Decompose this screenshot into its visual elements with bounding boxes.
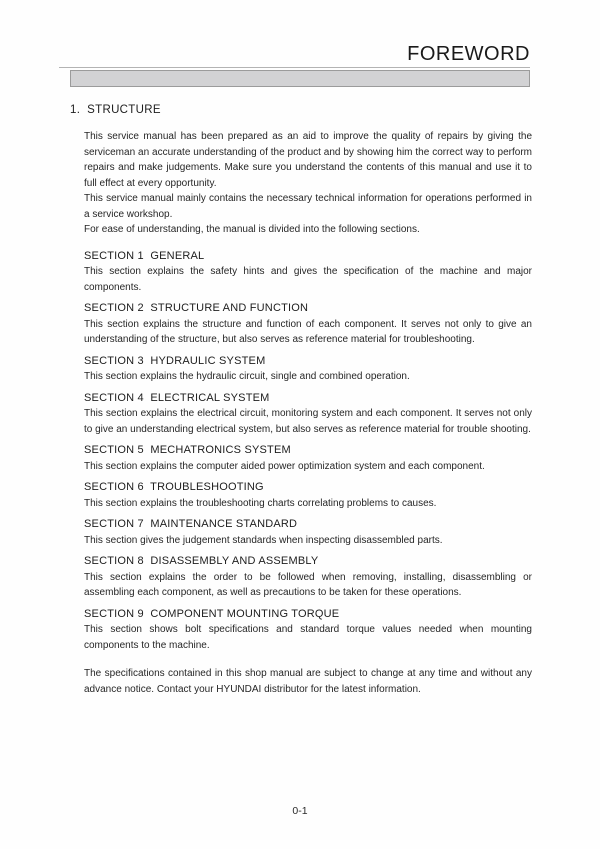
closing-block — [84, 666, 532, 697]
section-description: This section shows bolt specifications and standard torque values needed when mounting components to the machine. — [84, 624, 532, 651]
section-block — [84, 517, 532, 548]
section-heading: SECTION 7 MAINTENANCE STANDARD — [84, 518, 298, 530]
section-description: This section explains the safety hints and gives the specification of the machine and major components. — [84, 266, 532, 293]
page-header — [59, 44, 530, 87]
intro-paragraph: For ease of understanding, the manual is divided into the following sections. — [84, 224, 420, 235]
header-gray-bar — [70, 70, 530, 87]
section-block — [84, 607, 532, 654]
structure-heading: 1. STRUCTURE — [70, 104, 161, 116]
intro-paragraph: This service manual mainly contains the necessary technical information for operations performed in a service workshop. — [84, 193, 532, 220]
page-footer — [0, 801, 600, 819]
section-block — [84, 480, 532, 511]
section-heading: SECTION 8 DISASSEMBLY AND ASSEMBLY — [84, 555, 319, 567]
section-block — [84, 554, 532, 601]
section-heading: SECTION 1 GENERAL — [84, 249, 205, 262]
section-block — [84, 249, 532, 296]
section-description: This section explains the hydraulic circuit, single and combined operation. — [84, 371, 410, 382]
section-description: This section explains the order to be followed when removing, installing, disassembling or assembling each component, as well as precautions to be taken for these operations. — [84, 571, 532, 598]
section-block — [84, 443, 532, 474]
header-rule-divider — [59, 67, 530, 68]
page-number: 0-1 — [292, 805, 308, 817]
section-description: This section explains the computer aided power optimization system and each component. — [84, 460, 485, 472]
section-description: This section explains the troubleshooting charts correlating problems to causes. — [84, 497, 437, 509]
section-heading: SECTION 2 STRUCTURE AND FUNCTION — [84, 302, 309, 314]
section-heading: SECTION 5 MECHATRONICS SYSTEM — [84, 444, 291, 456]
page-content — [70, 103, 532, 697]
closing-paragraph: The specifications contained in this shop manual are subject to change at any time and without any advance notice. Contact your HYUNDAI distributor for the latest information. — [84, 668, 532, 695]
section-description: This section explains the structure and function of each component. It serves not only to give an understanding of the structure, but also serves as reference material for troubleshooting. — [84, 318, 532, 345]
section-block — [84, 391, 532, 438]
section-block — [84, 354, 532, 385]
section-heading: SECTION 9 COMPONENT MOUNTING TORQUE — [84, 607, 340, 620]
section-description: This section gives the judgement standards when inspecting disassembled parts. — [84, 534, 443, 546]
section-description: This section explains the electrical circuit, monitoring system and each component. It serves not only to give an understanding electrical system, but also serves as reference material for trouble shooting. — [84, 408, 532, 435]
section-block — [84, 301, 532, 348]
page-title: FOREWORD — [407, 43, 530, 65]
intro-paragraph: This service manual has been prepared as an aid to improve the quality of repairs by giving the serviceman an accurate understanding of the product and by showing him the correct way to perform repairs and make judgements. Make sure you understand the contents of this manual and use it to full effect at every opportunity. — [84, 131, 532, 189]
section-heading: SECTION 3 HYDRAULIC SYSTEM — [84, 354, 266, 367]
section-heading: SECTION 6 TROUBLESHOOTING — [84, 481, 264, 493]
section-heading: SECTION 4 ELECTRICAL SYSTEM — [84, 391, 270, 404]
intro-paragraphs — [84, 129, 532, 238]
